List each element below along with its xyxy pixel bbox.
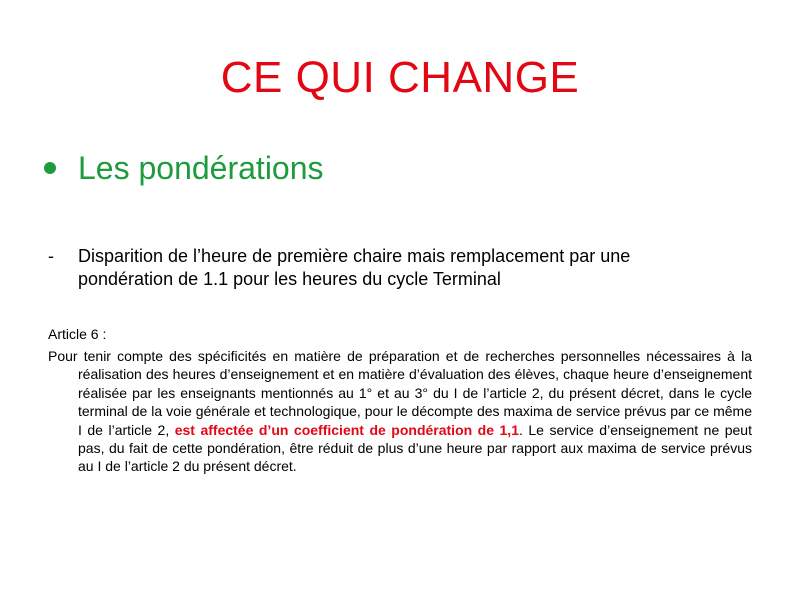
article-body-emphasis: est affectée d’un coefficient de pondération de 1,1 — [174, 421, 519, 438]
dash-mark: - — [48, 246, 54, 266]
bullet-item — [44, 148, 324, 188]
article-body — [48, 347, 752, 476]
bullet-dot-icon — [44, 162, 56, 174]
article-body-after: . Le service d’enseignement ne peut pas, du fait de cette pondération, être réduit de plus d’une heure par rapport aux maxima de service prévus au I de l’article 2 du présent décret. — [78, 421, 752, 475]
bullet-text: Les pondérations — [78, 150, 324, 186]
article-body-before: Pour tenir compte des spécificités en matière de préparation et de recherches personnelles nécessaires à la réalisation des heures d’enseignement et en matière d’évaluation des élèves, chaque heure d’enseignement réalisée par les enseignants mentionnés au 1° et au 3° du I de l’article 2, du présent décret, dans le cycle terminal de la voie générale et technologique, pour le décompte des maxima de service prévus par ce même I de l’article 2, — [48, 348, 752, 438]
slide-title: CE QUI CHANGE — [220, 53, 580, 102]
dash-item — [48, 245, 728, 291]
article-heading: Article 6 : — [48, 326, 107, 342]
dash-item-text: Disparition de l’heure de première chaire mais remplacement par une pondération de 1.1 pour les heures du cycle Terminal — [78, 246, 631, 289]
